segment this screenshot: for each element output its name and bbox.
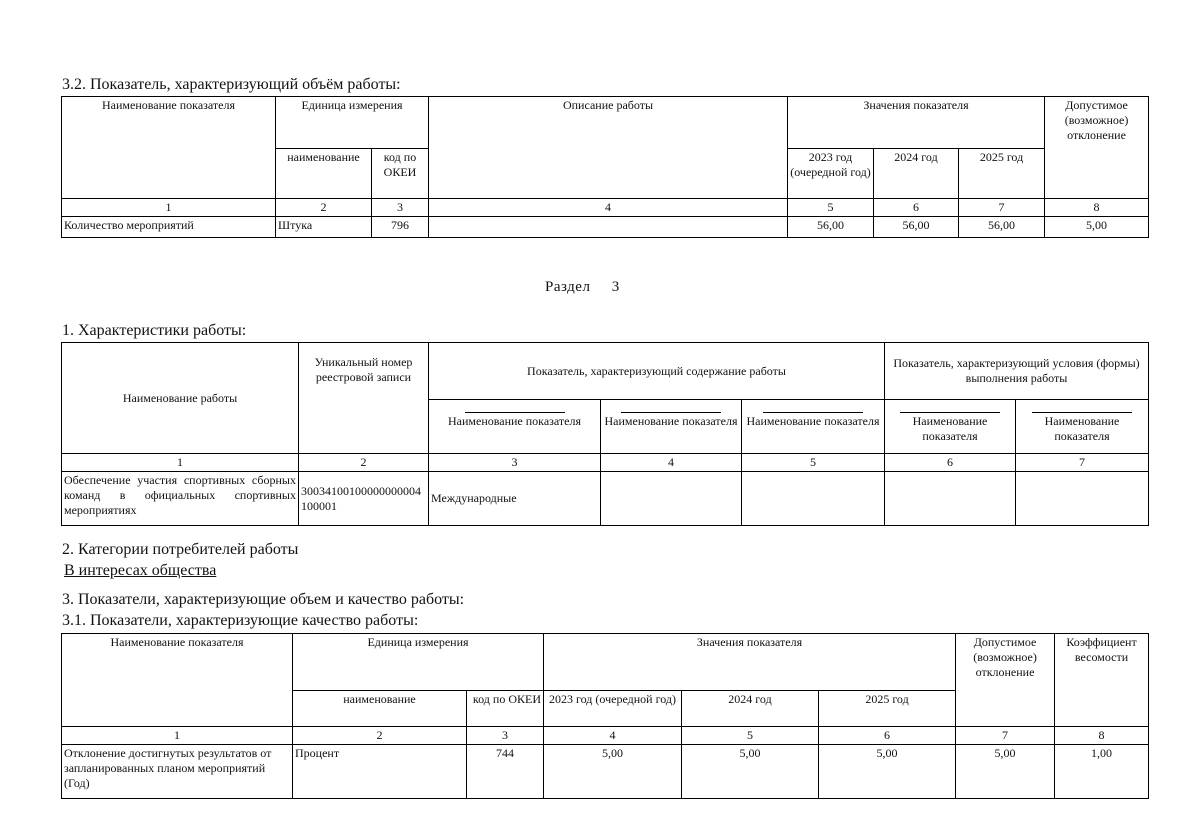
section-title: [545, 279, 620, 296]
deviation-cell: 5,00: [1045, 217, 1149, 238]
column-number-row: [62, 199, 1149, 217]
quality-indicator-table: [61, 633, 1149, 799]
column-number: 1: [62, 727, 293, 745]
header-indicator-name: Наименование показателя: [1016, 400, 1149, 454]
header-indicator-name: Наименование показателя: [742, 400, 885, 454]
header-year-2023: 2023 год (очередной год): [544, 691, 682, 727]
column-number: 2: [276, 199, 372, 217]
indicator-name-cell: Отклонение достигнутых результатов от запланированных планом мероприятий (Год): [62, 745, 293, 799]
header-unit-code: код по ОКЕИ: [372, 149, 429, 199]
header-unit-code: код по ОКЕИ: [467, 691, 544, 727]
header-year-2025: 2025 год: [959, 149, 1045, 199]
header-conditions-indicator: Показатель, характеризующий условия (формы) выполнения работы: [885, 343, 1149, 400]
section-number: 3: [611, 279, 620, 295]
header-indicator-name: Наименование показателя: [429, 400, 601, 454]
weight-coefficient-cell: 1,00: [1055, 745, 1149, 799]
header-year-2024: 2024 год: [682, 691, 819, 727]
header-indicator-name: Наименование показателя: [62, 97, 276, 199]
work-characteristics-heading: 1. Характеристики работы:: [62, 322, 247, 339]
conditions-indicator-cell: [885, 472, 1016, 526]
content-indicator-cell: [742, 472, 885, 526]
quality-indicator-heading: 3.1. Показатели, характеризующие качество работы:: [62, 612, 419, 629]
header-unit: Единица измерения: [293, 634, 544, 691]
column-number: 6: [885, 454, 1016, 472]
header-registry-number: Уникальный номер реестровой записи: [299, 343, 429, 454]
header-weight-coefficient: Коэффициент весомости: [1055, 634, 1149, 727]
unit-name-cell: Процент: [293, 745, 467, 799]
unit-code-cell: 744: [467, 745, 544, 799]
table-row: [62, 217, 1149, 238]
unit-code-cell: 796: [372, 217, 429, 238]
column-number: 3: [467, 727, 544, 745]
consumer-categories-heading: 2. Категории потребителей работы: [62, 541, 299, 558]
header-indicator-name: Наименование показателя: [62, 634, 293, 727]
header-indicator-values: Значения показателя: [788, 97, 1045, 149]
column-number: 4: [544, 727, 682, 745]
volume-indicator-heading: 3.2. Показатель, характеризующий объём работы:: [62, 76, 401, 93]
conditions-indicator-cell: [1016, 472, 1149, 526]
column-number: 1: [62, 454, 299, 472]
column-number: 3: [429, 454, 601, 472]
column-number: 4: [429, 199, 788, 217]
value-2024-cell: 56,00: [874, 217, 959, 238]
header-allowed-deviation: Допустимое (возможное) отклонение: [956, 634, 1055, 727]
column-number: 5: [742, 454, 885, 472]
header-indicator-name: Наименование показателя: [885, 400, 1016, 454]
deviation-cell: 5,00: [956, 745, 1055, 799]
column-number: 7: [956, 727, 1055, 745]
header-allowed-deviation: Допустимое (возможное) отклонение: [1045, 97, 1149, 199]
volume-indicator-table: [61, 96, 1149, 238]
column-number: 5: [682, 727, 819, 745]
column-number: 6: [819, 727, 956, 745]
header-unit-name: наименование: [276, 149, 372, 199]
header-unit: Единица измерения: [276, 97, 429, 149]
table-row: [62, 472, 1149, 526]
column-number-row: [62, 727, 1149, 745]
value-2023-cell: 56,00: [788, 217, 874, 238]
value-2025-cell: 56,00: [959, 217, 1045, 238]
header-work-description: Описание работы: [429, 97, 788, 199]
content-indicator-cell: [601, 472, 742, 526]
value-2025-cell: 5,00: [819, 745, 956, 799]
column-number: 3: [372, 199, 429, 217]
work-name-cell: Обеспечение участия спортивных сборных команд в официальных спортивных мероприятиях: [62, 472, 299, 526]
value-2024-cell: 5,00: [682, 745, 819, 799]
consumer-category-value: В интересах общества: [64, 562, 217, 579]
header-indicator-values: Значения показателя: [544, 634, 956, 691]
column-number: 8: [1055, 727, 1149, 745]
header-year-2024: 2024 год: [874, 149, 959, 199]
volume-quality-heading: 3. Показатели, характеризующие объем и качество работы:: [62, 591, 465, 608]
header-unit-name: наименование: [293, 691, 467, 727]
header-work-name: Наименование работы: [62, 343, 299, 454]
header-content-indicator: Показатель, характеризующий содержание работы: [429, 343, 885, 400]
unit-name-cell: Штука: [276, 217, 372, 238]
column-number: 4: [601, 454, 742, 472]
value-2023-cell: 5,00: [544, 745, 682, 799]
work-characteristics-table: [61, 342, 1149, 526]
column-number: 6: [874, 199, 959, 217]
header-year-2025: 2025 год: [819, 691, 956, 727]
column-number: 2: [299, 454, 429, 472]
column-number: 8: [1045, 199, 1149, 217]
table-row: [62, 745, 1149, 799]
section-label: Раздел: [545, 279, 591, 295]
work-description-cell: [429, 217, 788, 238]
header-year-2023: 2023 год (очередной год): [788, 149, 874, 199]
content-indicator-cell: Международные: [429, 472, 601, 526]
column-number: 2: [293, 727, 467, 745]
header-indicator-name: Наименование показателя: [601, 400, 742, 454]
column-number-row: [62, 454, 1149, 472]
column-number: 7: [959, 199, 1045, 217]
registry-number-cell: 30034100100000000004100001: [299, 472, 429, 526]
column-number: 1: [62, 199, 276, 217]
column-number: 5: [788, 199, 874, 217]
indicator-name-cell: Количество мероприятий: [62, 217, 276, 238]
column-number: 7: [1016, 454, 1149, 472]
